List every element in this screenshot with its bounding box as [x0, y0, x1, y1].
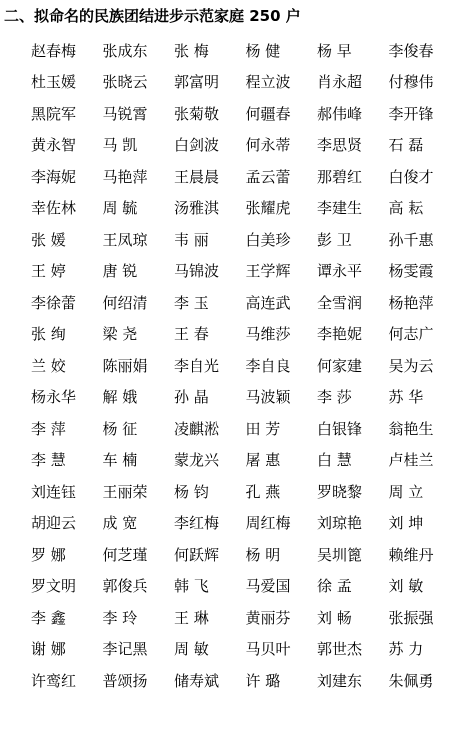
name-entry: 杜玉媛 [31, 73, 77, 92]
name-entry: 王 琳 [174, 608, 209, 627]
name-entry: 马艳萍 [102, 167, 148, 186]
name-row [31, 319, 461, 351]
name-entry: 石 磊 [388, 136, 424, 155]
name-entry: 唐 锐 [102, 262, 138, 281]
name-row [31, 287, 461, 319]
name-entry: 白美珍 [245, 230, 291, 249]
name-entry: 周 敏 [174, 640, 209, 659]
name-entry: 普颂扬 [102, 671, 148, 690]
name-entry: 李俊春 [388, 41, 434, 60]
name-entry: 吴为云 [388, 356, 434, 375]
name-entry: 马锐霄 [102, 104, 148, 123]
name-entry: 杨 征 [102, 419, 138, 438]
name-entry: 杨艳萍 [388, 293, 434, 312]
name-entry: 孙 晶 [174, 388, 209, 407]
name-entry: 马 凯 [102, 136, 138, 155]
name-entry: 周红梅 [245, 514, 291, 533]
name-row [31, 539, 461, 571]
name-entry: 李记黑 [102, 640, 148, 659]
name-entry: 罗 娜 [31, 545, 66, 564]
name-entry: 李徐蕾 [31, 293, 77, 312]
name-row [31, 256, 461, 288]
name-entry: 何永蒂 [245, 136, 291, 155]
name-row [31, 382, 461, 414]
name-entry: 杨雯霞 [388, 262, 434, 281]
name-entry: 周 毓 [102, 199, 138, 218]
name-entry: 李 鑫 [31, 608, 66, 627]
name-entry: 李 慧 [31, 451, 66, 470]
name-row [31, 634, 461, 666]
name-entry: 李海妮 [31, 167, 77, 186]
name-entry: 吴圳篦 [317, 545, 363, 564]
name-entry: 王晨晨 [174, 167, 220, 186]
name-entry: 张 梅 [174, 41, 209, 60]
name-entry: 马贝叶 [245, 640, 291, 659]
name-entry: 杨 健 [245, 41, 281, 60]
name-entry: 谭永平 [317, 262, 363, 281]
name-entry: 马维莎 [245, 325, 291, 344]
name-entry: 黑院军 [31, 104, 77, 123]
name-entry: 刘 畅 [317, 608, 352, 627]
name-entry: 孟云蕾 [245, 167, 291, 186]
name-entry: 李 莎 [317, 388, 352, 407]
name-entry: 郝伟峰 [317, 104, 363, 123]
name-entry: 高 耘 [388, 199, 424, 218]
name-entry: 李自良 [245, 356, 291, 375]
name-entry: 罗晓黎 [317, 482, 363, 501]
name-row [31, 602, 461, 634]
name-entry: 韩 飞 [174, 577, 209, 596]
name-entry: 何家建 [317, 356, 363, 375]
name-entry: 那碧红 [317, 167, 363, 186]
name-entry: 马波颖 [245, 388, 291, 407]
name-entry: 白 慧 [317, 451, 352, 470]
name-entry: 孔 燕 [245, 482, 281, 501]
name-entry: 李 玉 [174, 293, 209, 312]
name-entry: 赵春梅 [31, 41, 77, 60]
name-entry: 何芝瑾 [102, 545, 148, 564]
name-entry: 赖维丹 [388, 545, 434, 564]
name-entry: 何绍清 [102, 293, 148, 312]
name-list [31, 35, 461, 697]
name-entry: 付穆伟 [388, 73, 434, 92]
name-row [31, 98, 461, 130]
name-entry: 成 宽 [102, 514, 138, 533]
name-entry: 黄丽芬 [245, 608, 291, 627]
name-entry: 王学辉 [245, 262, 291, 281]
name-entry: 李 玲 [102, 608, 138, 627]
name-entry: 马爱国 [245, 577, 291, 596]
name-row [31, 224, 461, 256]
name-entry: 张 绚 [31, 325, 66, 344]
name-entry: 杨 钧 [174, 482, 209, 501]
name-entry: 张菊敬 [174, 104, 220, 123]
name-entry: 刘琼艳 [317, 514, 363, 533]
name-entry: 李建生 [317, 199, 363, 218]
name-entry: 刘 敏 [388, 577, 424, 596]
name-entry: 刘建东 [317, 671, 363, 690]
name-entry: 黄永智 [31, 136, 77, 155]
name-entry: 李自光 [174, 356, 220, 375]
name-entry: 兰 姣 [31, 356, 66, 375]
name-entry: 田 芳 [245, 419, 281, 438]
name-entry: 胡迎云 [31, 514, 77, 533]
name-row [31, 476, 461, 508]
name-entry: 张振强 [388, 608, 434, 627]
name-row [31, 445, 461, 477]
name-entry: 白银锋 [317, 419, 363, 438]
name-entry: 谢 娜 [31, 640, 66, 659]
name-entry: 幸佐林 [31, 199, 77, 218]
name-entry: 王丽荣 [102, 482, 148, 501]
name-entry: 程立波 [245, 73, 291, 92]
name-entry: 杨 早 [317, 41, 352, 60]
name-entry: 刘连钰 [31, 482, 77, 501]
name-entry: 何跃辉 [174, 545, 220, 564]
name-entry: 孙千惠 [388, 230, 434, 249]
name-entry: 徐 孟 [317, 577, 352, 596]
name-entry: 李开锋 [388, 104, 434, 123]
name-entry: 解 娥 [102, 388, 138, 407]
name-entry: 苏 力 [388, 640, 424, 659]
name-row [31, 350, 461, 382]
name-entry: 储寿斌 [174, 671, 220, 690]
name-entry: 韦 丽 [174, 230, 209, 249]
name-entry: 刘 坤 [388, 514, 424, 533]
name-entry: 张晓云 [102, 73, 148, 92]
name-entry: 卢桂兰 [388, 451, 434, 470]
name-entry: 王 春 [174, 325, 209, 344]
name-entry: 王凤琼 [102, 230, 148, 249]
name-entry: 张成东 [102, 41, 148, 60]
name-entry: 罗文明 [31, 577, 77, 596]
name-entry: 翁艳生 [388, 419, 434, 438]
name-row [31, 193, 461, 225]
name-entry: 蒙龙兴 [174, 451, 220, 470]
name-entry: 李思贤 [317, 136, 363, 155]
name-entry: 许鸾红 [31, 671, 77, 690]
name-entry: 高连武 [245, 293, 291, 312]
name-entry: 杨 明 [245, 545, 281, 564]
name-entry: 陈丽娟 [102, 356, 148, 375]
name-entry: 李艳妮 [317, 325, 363, 344]
name-entry: 郭俊兵 [102, 577, 148, 596]
name-row [31, 665, 461, 697]
name-entry: 汤雅淇 [174, 199, 220, 218]
name-entry: 屠 惠 [245, 451, 281, 470]
name-entry: 白俊才 [388, 167, 434, 186]
section-heading: 二、拟命名的民族团结进步示范家庭 250 户 [4, 7, 301, 25]
name-entry: 杨永华 [31, 388, 77, 407]
name-row [31, 508, 461, 540]
name-entry: 李 萍 [31, 419, 66, 438]
name-row [31, 161, 461, 193]
name-entry: 许 璐 [245, 671, 281, 690]
name-entry: 张耀虎 [245, 199, 291, 218]
name-entry: 王 婷 [31, 262, 66, 281]
name-entry: 肖永超 [317, 73, 363, 92]
name-entry: 何志广 [388, 325, 434, 344]
name-entry: 李红梅 [174, 514, 220, 533]
name-row [31, 571, 461, 603]
name-entry: 苏 华 [388, 388, 424, 407]
name-entry: 梁 尧 [102, 325, 138, 344]
name-entry: 郭世杰 [317, 640, 363, 659]
name-entry: 白剑波 [174, 136, 220, 155]
name-entry: 周 立 [388, 482, 424, 501]
name-entry: 朱佩勇 [388, 671, 434, 690]
name-entry: 车 楠 [102, 451, 138, 470]
name-entry: 马锦波 [174, 262, 220, 281]
name-row [31, 130, 461, 162]
name-entry: 凌麒淞 [174, 419, 220, 438]
name-row [31, 35, 461, 67]
name-row [31, 67, 461, 99]
name-entry: 张 媛 [31, 230, 66, 249]
name-entry: 彭 卫 [317, 230, 352, 249]
name-entry: 何疆春 [245, 104, 291, 123]
name-row [31, 413, 461, 445]
name-entry: 全雪润 [317, 293, 363, 312]
name-entry: 郭富明 [174, 73, 220, 92]
